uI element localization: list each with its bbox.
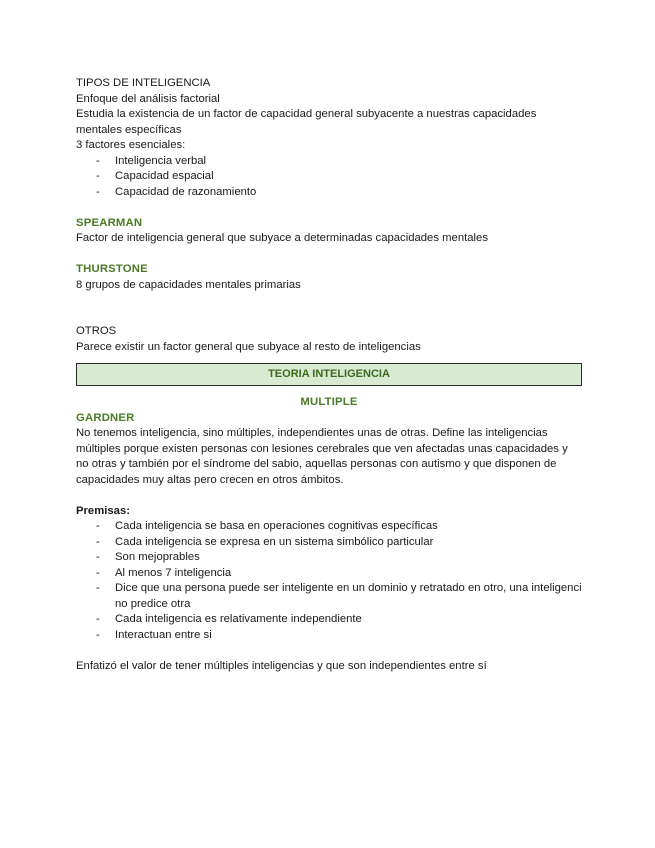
dash-bullet: - (96, 185, 100, 198)
multiple-heading: MULTIPLE (300, 396, 358, 408)
closing-text: Enfatizó el valor de tener múltiples inteligencias y que son independientes entre sí (76, 659, 487, 672)
list-item: - Cada inteligencia es relativamente independiente (76, 612, 582, 628)
list-item: - Inteligencia verbal (76, 154, 582, 170)
list-item: - Capacidad de razonamiento (76, 185, 582, 201)
factors-list (76, 154, 582, 201)
dash-bullet: - (96, 170, 100, 182)
section-banner: TEORIA INTELIGENCIA (76, 363, 582, 386)
list-item: - Cada inteligencia se expresa en un sistema simbólico particular (76, 535, 582, 551)
gardner-text: No tenemos inteligencia, sino múltiples, independientes unas de otras. Define las inteligencias múltiples porque existen personas con lesiones cerebrales que ven afectadas unas capacidades y no otras y también por el síndrome del sabio, aquellas personas con autismo y que disponen de capacidades muy altas pero crecen en otros ámbitos. (76, 427, 568, 486)
list-item: - Al menos 7 inteligencia (76, 566, 582, 582)
premisas-label: Premisas: (76, 504, 131, 517)
document-page (76, 76, 582, 674)
premisas-list (76, 519, 582, 643)
dash-bullet: - (96, 154, 100, 167)
tipos-line-3: 3 factores esenciales: (76, 139, 186, 151)
dash-bullet: - (96, 535, 100, 548)
list-item: - Interactuan entre si (76, 628, 582, 644)
dash-bullet: - (96, 582, 100, 594)
tipos-line-2: Estudia la existencia de un factor de capacidad general subyacente a nuestras capacidades mentales específicas (76, 108, 537, 136)
dash-bullet: - (96, 520, 100, 532)
spearman-heading: SPEARMAN (76, 216, 143, 229)
gardner-heading: GARDNER (76, 411, 135, 424)
thurstone-text: 8 grupos de capacidades mentales primarias (76, 278, 301, 291)
otros-text: Parece existir un factor general que subyace al resto de inteligencias (76, 340, 421, 353)
dash-bullet: - (96, 613, 100, 625)
tipos-title: TIPOS DE INTELIGENCIA (76, 77, 211, 89)
list-item: - Dice que una persona puede ser inteligente en un dominio y retratado en otro, una inteligenci no predice otra (96, 582, 582, 610)
list-item: - Cada inteligencia se basa en operaciones cognitivas específicas (76, 519, 582, 535)
dash-bullet: - (96, 566, 100, 579)
dash-bullet: - (96, 551, 100, 563)
tipos-line-1: Enfoque del análisis factorial (76, 92, 220, 105)
thurstone-heading: THURSTONE (76, 263, 148, 275)
list-item: - Son mejoprables (76, 550, 582, 566)
spearman-text: Factor de inteligencia general que subyace a determinadas capacidades mentales (76, 232, 488, 244)
otros-heading: OTROS (76, 325, 117, 337)
list-item: - Capacidad espacial (76, 169, 582, 185)
dash-bullet: - (96, 628, 100, 641)
